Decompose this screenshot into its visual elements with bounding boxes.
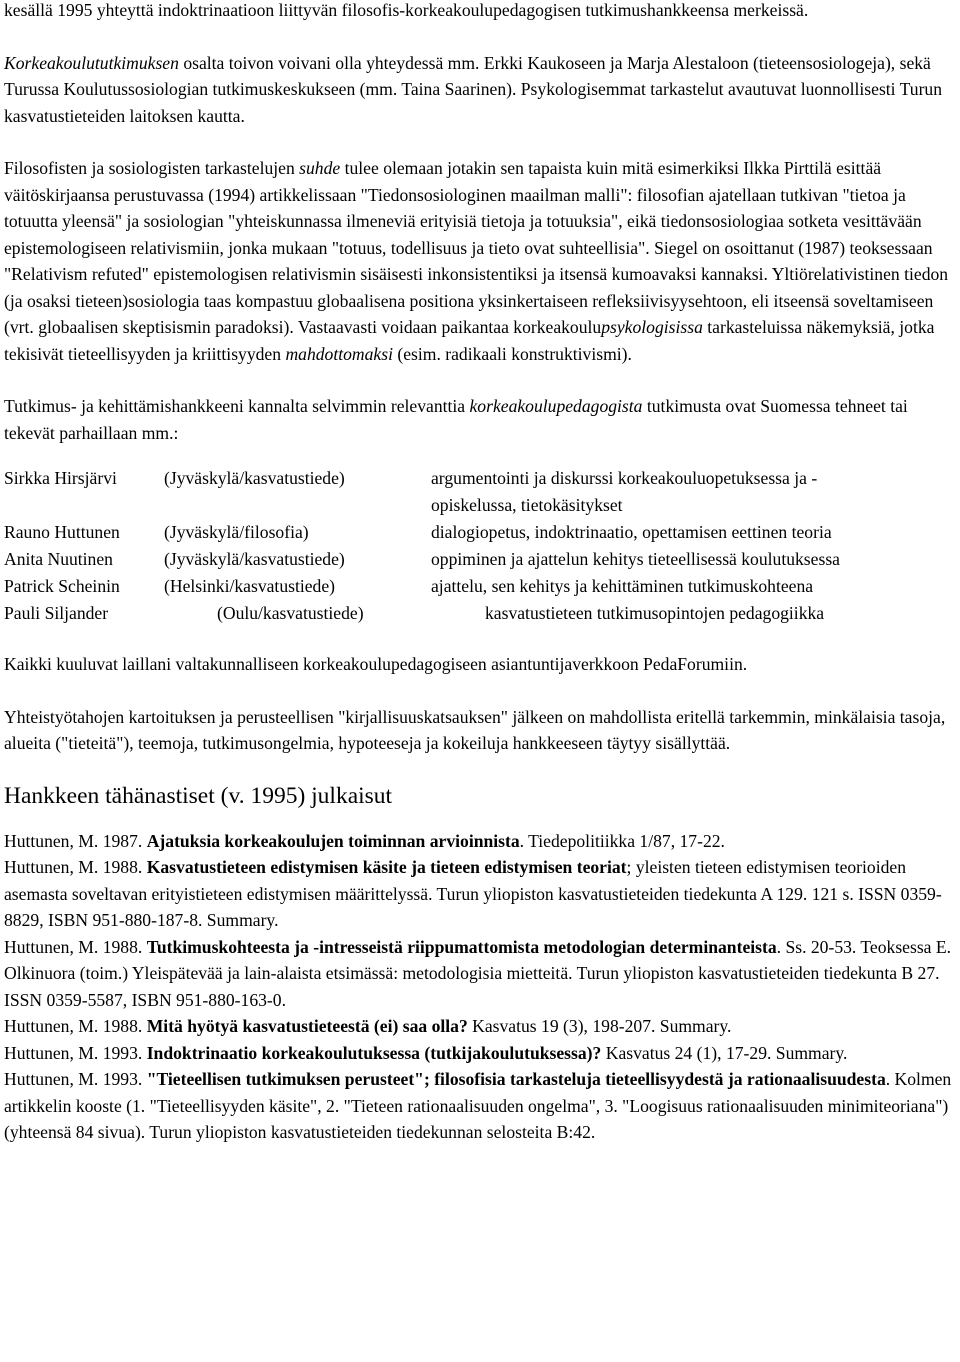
paragraph-pedaforum: Kaikki kuuluvat laillani valtakunnalliseen korkeakoulupedagogiseen asiantuntijaverkkoon PedaForumiin. [4,654,748,674]
researcher-name: Rauno Huttunen [4,522,120,542]
paragraph-text: tutkimusta ovat Suomessa tehneet tai tekevät parhaillaan mm.: [4,396,908,443]
researcher-list [4,465,954,625]
emphasis-term: korkeakoulupedagogista [469,396,643,416]
publication-author-year: Huttunen, M. 1987. [4,830,147,851]
paragraph-text: (esim. radikaali konstruktivismi). [392,343,632,364]
publication-entry [4,854,954,934]
paragraph-yhteistyo: Yhteistyötahojen kartoituksen ja perusteellisen "kirjallisuuskatsauksen" jälkeen on mahdollista eritellä tarkemmin, minkälaisia tasoja, alueita ("tieteitä"), teemoja, tutkimusongelmia, hypoteeseja ja kokeiluja hankkeeseen täytyy sisällyttää. [4,706,946,753]
publication-title: Kasvatustieteen edistymisen käsite ja tieteen edistymisen teoriat [146,857,627,877]
paragraph-korkeakoulututkimus [4,50,954,130]
publication-details: . Tiedepolitiikka 1/87, 17-22. [519,830,725,851]
researcher-name: Anita Nuutinen [4,549,113,569]
researcher-topic-continued: opiskelussa, tietokäsitykset [431,495,623,515]
publication-entry [4,1066,954,1146]
researcher-row [4,465,954,515]
section-heading: Hankkeen tähänastiset (v. 1995) julkaisut [4,782,393,809]
publication-list [4,828,954,1146]
paragraph-text: tulee olemaan jotakin sen tapaista kuin mitä esimerkiksi Ilkka Pirttilä esittää väitöskirjaansa perustuvassa (1994) artikkelissaan "Tiedonsosiologinen maailman malli": filosofian ajatellaan tutkivan "tietoa ja totuutta yleensä" ja sosiologian "yhteiskunnassa ilmeneviä erityisiä tietoja ja totuuksia", eikä tiedonsosiologiaa sotketa vesittävään epistemologiseen relativismiin, jonka mukaan "totuus, todellisuus ja tieto ovat suhteellisia". Siegel on osoittanut (1987) teoksessaan "Relativism refuted" epistemologisen relativismin sisäisesti inkonsistentiksi ja itsensä kumoavaksi kannaksi. Yltiörelativistinen tiedon (ja osaksi tieteen)sosiologia taas kompastuu globaalisena positiona yksinkertaiseen refleksiivisyysehtoon, eli itseensä soveltamiseen (vrt. globaalisen skeptisismin paradoksi). Vastaavasti voidaan paikantaa korkeakoulu [4,158,949,337]
publication-title: Mitä hyötyä kasvatustieteestä (ei) saa olla? [146,1016,468,1036]
paragraph-intro: kesällä 1995 yhteyttä indoktrinaatioon liittyvän filosofis-korkeakoulupedagogisen tutkimushankkeensa merkeissä. [4,0,809,20]
researcher-topic: kasvatustieteen tutkimusopintojen pedagogiikka [485,603,825,623]
researcher-department: (Jyväskylä/kasvatustiede) [164,549,345,569]
paragraph-tutkimus [4,393,954,446]
publication-details: Kasvatus 19 (3), 198-207. Summary. [467,1016,732,1036]
researcher-department: (Oulu/kasvatustiede) [217,603,364,623]
researcher-department: (Jyväskylä/kasvatustiede) [164,468,345,488]
researcher-name: Pauli Siljander [4,603,109,623]
publication-entry [4,1013,954,1040]
researcher-row [4,600,954,627]
emphasis-term: suhde [299,158,341,178]
researcher-name: Patrick Scheinin [4,576,120,596]
researcher-topic: oppiminen ja ajattelun kehitys tieteellisessä koulutuksessa [431,549,840,569]
paragraph-text: Tutkimus- ja kehittämishankkeeni kannalta selvimmin relevanttia [4,396,470,416]
emphasis-term: mahdottomaksi [285,343,393,364]
researcher-row [4,519,954,546]
publication-entry [4,1040,954,1067]
researcher-topic: argumentointi ja diskurssi korkeakouluopetuksessa ja - [431,468,818,488]
publication-author-year: Huttunen, M. 1988. [4,857,147,877]
publication-title: Indoktrinaatio korkeakoulutuksessa (tutkijakoulutuksessa)? [146,1042,602,1063]
researcher-name: Sirkka Hirsjärvi [4,468,117,488]
publication-author-year: Huttunen, M. 1993. [4,1042,147,1063]
publication-author-year: Huttunen, M. 1988. [4,936,147,957]
publication-entry [4,934,954,1014]
publication-title: "Tieteellisen tutkimuksen perusteet"; filosofisia tarkasteluja tieteellisyydestä ja rationaalisuudesta [146,1069,886,1089]
researcher-topic: ajattelu, sen kehitys ja kehittäminen tutkimuskohteena [431,576,814,596]
publication-details: ; yleisten tieteen edistymisen teorioiden asemasta soveltavan erityistieteen edistymisen määrittelyssä. Turun yliopiston kasvatustieteiden tiedekunta A 129. 121 s. ISSN 0359-8829, ISBN 951-880-187-8. Summary. [4,857,942,930]
paragraph-text: osalta toivon voivani olla yhteydessä mm. Erkki Kaukoseen ja Marja Alestaloon (tieteensosiologeja), sekä Turussa Koulutussosiologian tutkimuskeskukseen (mm. Taina Saarinen). Psykologisemmat tarkastelut avautuvat luonnollisesti Turun kasvatustieteiden laitoksen kautta. [4,52,943,126]
researcher-topic: dialogiopetus, indoktrinaatio, opettamisen eettinen teoria [431,522,832,542]
publication-details: . Ss. 20-53. Teoksessa E. Olkinuora (toim.) Yleispätevää ja lain-alaista etsimässä: metodologisia mietteitä. Turun yliopiston kasvatustieteiden tiedekunta B 27. ISSN 0359-5587, ISBN 951-880-163-0. [4,936,952,1010]
publication-entry [4,828,954,855]
researcher-department: (Jyväskylä/filosofia) [164,522,309,542]
paragraph-text: Filosofisten ja sosiologisten tarkastelujen [4,158,300,178]
paragraph-text: tarkasteluissa näkemyksiä, jotka tekisivät tieteellisyyden ja kriittisyyden [4,317,935,364]
publication-author-year: Huttunen, M. 1993. [4,1069,147,1089]
emphasis-term: Korkeakoulututkimuksen [4,52,179,73]
publication-title: Ajatuksia korkeakoulujen toiminnan arvioinnista [146,830,520,851]
publication-details: . Kolmen artikkelin kooste (1. "Tieteellisyyden käsite", 2. "Tieteen rationaalisuuden ongelma", 3. "Loogisuus rationaalisuuden minimiteoriana") (yhteensä 84 sivua). Turun yliopiston kasvatustieteiden tiedekunnan selosteita B:42. [4,1069,952,1142]
publication-title: Tutkimuskohteesta ja -intresseistä riippumattomista metodologian determinanteista [146,936,777,957]
researcher-department: (Helsinki/kasvatustiede) [164,576,336,596]
publication-details: Kasvatus 24 (1), 17-29. Summary. [601,1042,848,1063]
researcher-row [4,573,954,600]
emphasis-term: psykologisissa [601,317,703,337]
researcher-row [4,546,954,573]
publication-author-year: Huttunen, M. 1988. [4,1016,147,1036]
paragraph-filosofisten [4,155,954,367]
